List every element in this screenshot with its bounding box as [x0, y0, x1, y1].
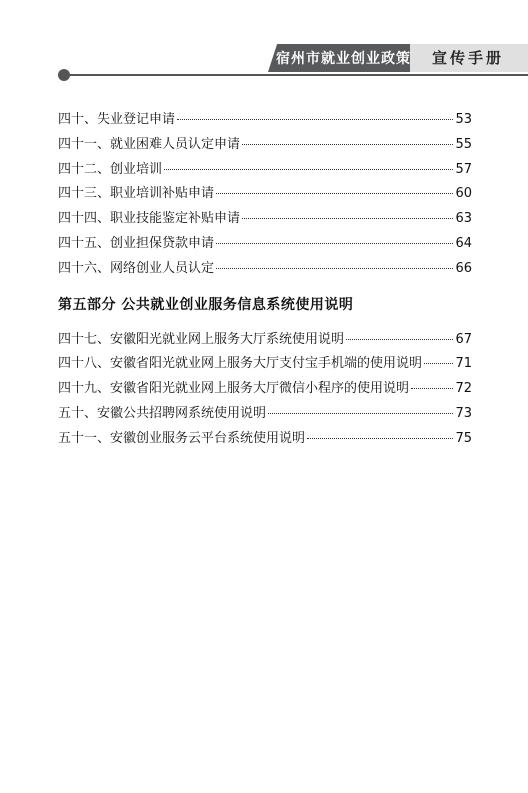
- page-header: [0, 0, 528, 80]
- dot-leader: [216, 243, 453, 244]
- header-title: 宿州市就业创业政策: [276, 51, 411, 67]
- dot-leader: [411, 388, 453, 389]
- toc-entry-page-number: 57: [455, 161, 472, 177]
- toc-entry-page-number: 71: [455, 356, 472, 372]
- toc-entry-label: 四十三、职业培训补贴申请: [58, 186, 215, 202]
- toc-entry[interactable]: [58, 328, 472, 353]
- dot-leader: [216, 193, 453, 194]
- toc-entry-label: 四十二、创业培训: [58, 161, 163, 177]
- dot-leader: [346, 339, 453, 340]
- toc-entry-page-number: 67: [455, 331, 472, 347]
- toc-entry[interactable]: [58, 108, 472, 133]
- toc-entry-page-number: 75: [455, 430, 472, 446]
- section-heading: 第五部分 公共就业创业服务信息系统使用说明: [58, 296, 354, 313]
- dot-leader: [242, 144, 453, 145]
- toc-entry-label: 五十、安徽公共招聘网系统使用说明: [58, 405, 267, 421]
- toc-entry-label: 四十六、网络创业人员认定: [58, 260, 215, 276]
- dot-leader: [424, 363, 453, 364]
- toc-entry-label: 四十九、安徽省阳光就业网上服务大厅微信小程序的使用说明: [58, 381, 410, 397]
- dot-leader: [216, 268, 453, 269]
- toc-entry-label: 四十四、职业技能鉴定补贴申请: [58, 211, 241, 227]
- toc-entry[interactable]: [58, 232, 472, 257]
- toc-entry-label: 四十、失业登记申请: [58, 112, 176, 127]
- toc-entry-page-number: 73: [455, 405, 472, 421]
- toc-entry[interactable]: [58, 133, 472, 158]
- toc-entry[interactable]: [58, 182, 472, 207]
- toc-entry[interactable]: [58, 207, 472, 232]
- dot-leader: [268, 413, 453, 414]
- toc-entry[interactable]: [58, 377, 472, 402]
- toc-entry[interactable]: [58, 257, 472, 282]
- table-of-contents: [58, 108, 472, 452]
- toc-entry[interactable]: [58, 427, 472, 452]
- toc-entry-page-number: 64: [455, 235, 472, 251]
- dot-leader: [242, 218, 453, 219]
- header-rule-dot: [58, 69, 70, 81]
- toc-entry[interactable]: [58, 158, 472, 183]
- header-subtitle: 宣传手册: [432, 49, 505, 67]
- toc-entry[interactable]: [58, 402, 472, 427]
- toc-entry-label: 四十一、就业困难人员认定申请: [58, 136, 241, 152]
- toc-entry-page-number: 55: [455, 136, 472, 152]
- toc-entry-page-number: 63: [455, 211, 472, 227]
- toc-entry-label: 四十五、创业担保贷款申请: [58, 235, 215, 251]
- toc-entry-label: 五十一、安徽创业服务云平台系统使用说明: [58, 430, 306, 446]
- toc-entry-page-number: 66: [455, 260, 472, 276]
- toc-group-part4: [58, 108, 472, 282]
- dot-leader: [307, 438, 453, 439]
- toc-group-part5: [58, 328, 472, 452]
- toc-entry-label: 四十七、安徽阳光就业网上服务大厅系统使用说明: [58, 331, 345, 347]
- dot-leader: [177, 119, 453, 120]
- toc-entry-label: 四十八、安徽省阳光就业网上服务大厅支付宝手机端的使用说明: [58, 356, 423, 372]
- toc-entry-page-number: 60: [455, 186, 472, 202]
- toc-entry[interactable]: [58, 352, 472, 377]
- toc-entry-page-number: 72: [455, 381, 472, 397]
- toc-entry-page-number: 53: [455, 112, 472, 127]
- header-rule: [64, 74, 528, 76]
- dot-leader: [164, 169, 453, 170]
